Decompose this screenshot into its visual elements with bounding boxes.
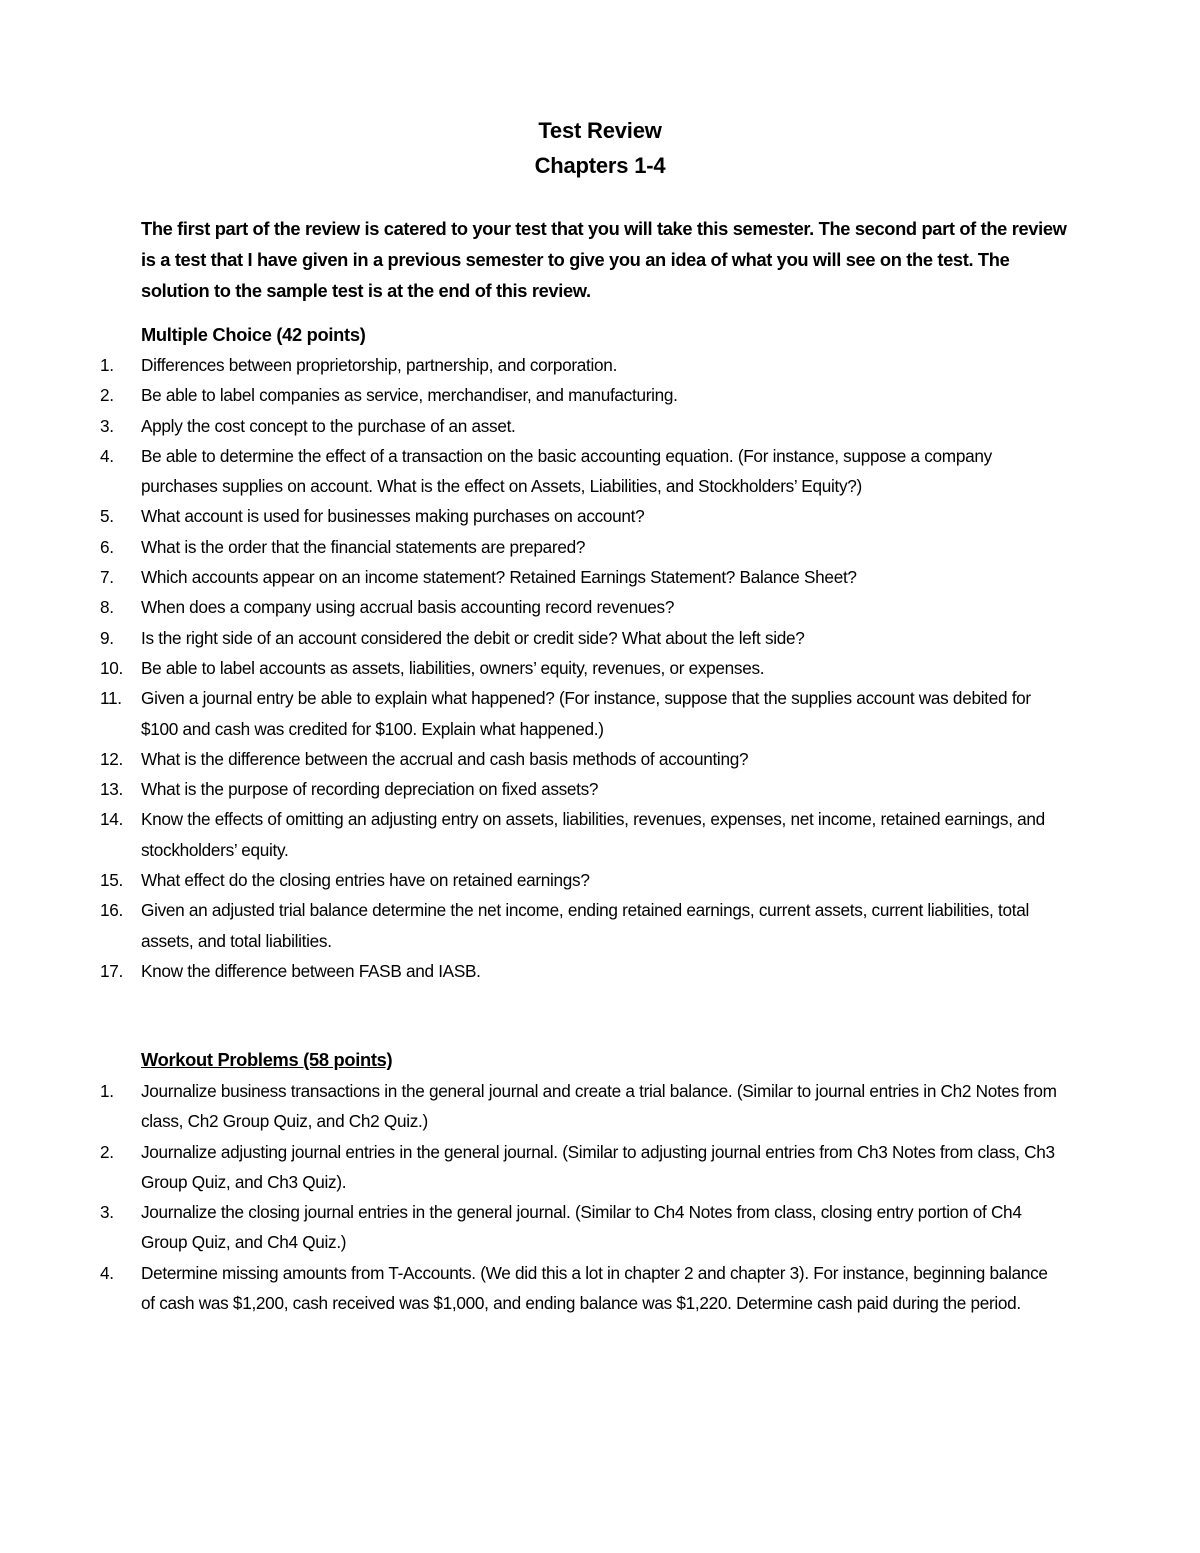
list-item <box>0 592 1200 622</box>
list-item <box>0 956 1200 986</box>
workout-problems-list <box>0 1076 1200 1318</box>
list-item-text: Differences between proprietorship, partnership, and corporation. <box>141 355 618 375</box>
list-item-number: 13. <box>100 779 123 800</box>
list-item-number: 2. <box>100 385 114 406</box>
page-title: Test Review <box>538 118 662 143</box>
list-item <box>0 562 1200 592</box>
list-item-text: Journalize business transactions in the general journal and create a trial balance. (Similar to journal entries in Ch2 Notes from class, Ch2 Group Quiz, and Ch2 Quiz.) <box>141 1081 1057 1132</box>
list-item-text: Is the right side of an account considered the debit or credit side? What about the left side? <box>141 627 805 648</box>
list-item <box>0 865 1200 895</box>
list-item <box>0 1258 1200 1319</box>
list-item <box>0 1137 1200 1198</box>
list-item-text: Know the effects of omitting an adjusting entry on assets, liabilities, revenues, expenses, net income, retained earnings, and stockholders’ equity. <box>141 809 1045 860</box>
list-item-number: 4. <box>100 1262 114 1283</box>
list-item-number: 8. <box>100 597 114 618</box>
list-item-number: 7. <box>100 567 114 588</box>
list-item-number: 16. <box>100 900 123 921</box>
list-item <box>0 744 1200 774</box>
list-item <box>0 804 1200 865</box>
list-item-text: Be able to label accounts as assets, liabilities, owners’ equity, revenues, or expenses. <box>141 657 765 678</box>
list-item-number: 2. <box>100 1141 114 1162</box>
list-item <box>0 441 1200 502</box>
list-item <box>0 501 1200 531</box>
list-item <box>0 774 1200 804</box>
multiple-choice-list <box>0 350 1200 986</box>
list-item-text: Given a journal entry be able to explain what happened? (For instance, suppose that the supplies account was debited for $100 and cash was credited for $100. Explain what happened.) <box>141 688 1031 739</box>
list-item-number: 3. <box>100 415 114 436</box>
list-item-number: 3. <box>100 1202 114 1223</box>
list-item-number: 5. <box>100 506 114 527</box>
list-item-number: 12. <box>100 748 123 769</box>
page-subtitle: Chapters 1-4 <box>534 153 666 178</box>
list-item-text: Be able to determine the effect of a transaction on the basic accounting equation. (For instance, suppose a company purchases supplies on account. What is the effect on Assets, Liabilities, and Stockholders’ Equity?) <box>141 445 992 497</box>
list-item-text: What is the order that the financial statements are prepared? <box>141 536 586 557</box>
list-item-number: 6. <box>100 536 114 557</box>
list-item <box>0 350 1200 380</box>
list-item <box>0 380 1200 410</box>
list-item-text: Journalize adjusting journal entries in the general journal. (Similar to adjusting journal entries from Ch3 Notes from class, Ch3 Group Quiz, and Ch3 Quiz). <box>141 1141 1055 1192</box>
list-item-number: 11. <box>100 688 122 709</box>
list-item-number: 10. <box>100 657 123 678</box>
list-item-text: What effect do the closing entries have on retained earnings? <box>141 870 590 891</box>
workout-problems-heading: Workout Problems (58 points) <box>141 1049 393 1070</box>
list-item-text: What is the purpose of recording depreciation on fixed assets? <box>141 779 599 800</box>
list-item-number: 15. <box>100 870 123 891</box>
list-item <box>0 683 1200 744</box>
list-item-text: Determine missing amounts from T-Accounts. (We did this a lot in chapter 2 and chapter 3). For instance, beginning balance of cash was $1,200, cash received was $1,000, and ending balance was $1,220. Determine cash paid during the period. <box>141 1262 1048 1314</box>
list-item <box>0 653 1200 683</box>
list-item-text: Know the difference between FASB and IASB. <box>141 960 481 981</box>
list-item <box>0 532 1200 562</box>
list-item <box>0 1197 1200 1258</box>
list-item-text: Apply the cost concept to the purchase of an asset. <box>141 415 516 436</box>
list-item-number: 17. <box>100 960 123 981</box>
list-item <box>0 623 1200 653</box>
list-item <box>0 895 1200 956</box>
list-item <box>0 1076 1200 1137</box>
list-item-text: Given an adjusted trial balance determine the net income, ending retained earnings, current assets, current liabilities, total assets, and total liabilities. <box>141 900 1029 951</box>
list-item-text: When does a company using accrual basis accounting record revenues? <box>141 597 675 618</box>
list-item-number: 1. <box>100 1081 114 1101</box>
intro-paragraph: The first part of the review is catered to your test that you will take this semester. The second part of the review is a test that I have given in a previous semester to give you an idea of what you will see on the test. The solution to the sample test is at the end of this review. <box>141 218 1067 301</box>
list-item-number: 14. <box>100 809 123 830</box>
list-item-text: What is the difference between the accrual and cash basis methods of accounting? <box>141 748 749 769</box>
list-item-number: 1. <box>100 355 114 375</box>
list-item-number: 9. <box>100 627 114 648</box>
multiple-choice-heading: Multiple Choice (42 points) <box>141 324 366 345</box>
list-item-text: Journalize the closing journal entries in the general journal. (Similar to Ch4 Notes from class, closing entry portion of Ch4 Group Quiz, and Ch4 Quiz.) <box>141 1202 1022 1253</box>
list-item-number: 4. <box>100 445 114 466</box>
list-item-text: Be able to label companies as service, merchandiser, and manufacturing. <box>141 385 678 406</box>
list-item-text: Which accounts appear on an income statement? Retained Earnings Statement? Balance Sheet? <box>141 567 857 588</box>
list-item-text: What account is used for businesses making purchases on account? <box>141 506 645 527</box>
list-item <box>0 411 1200 441</box>
